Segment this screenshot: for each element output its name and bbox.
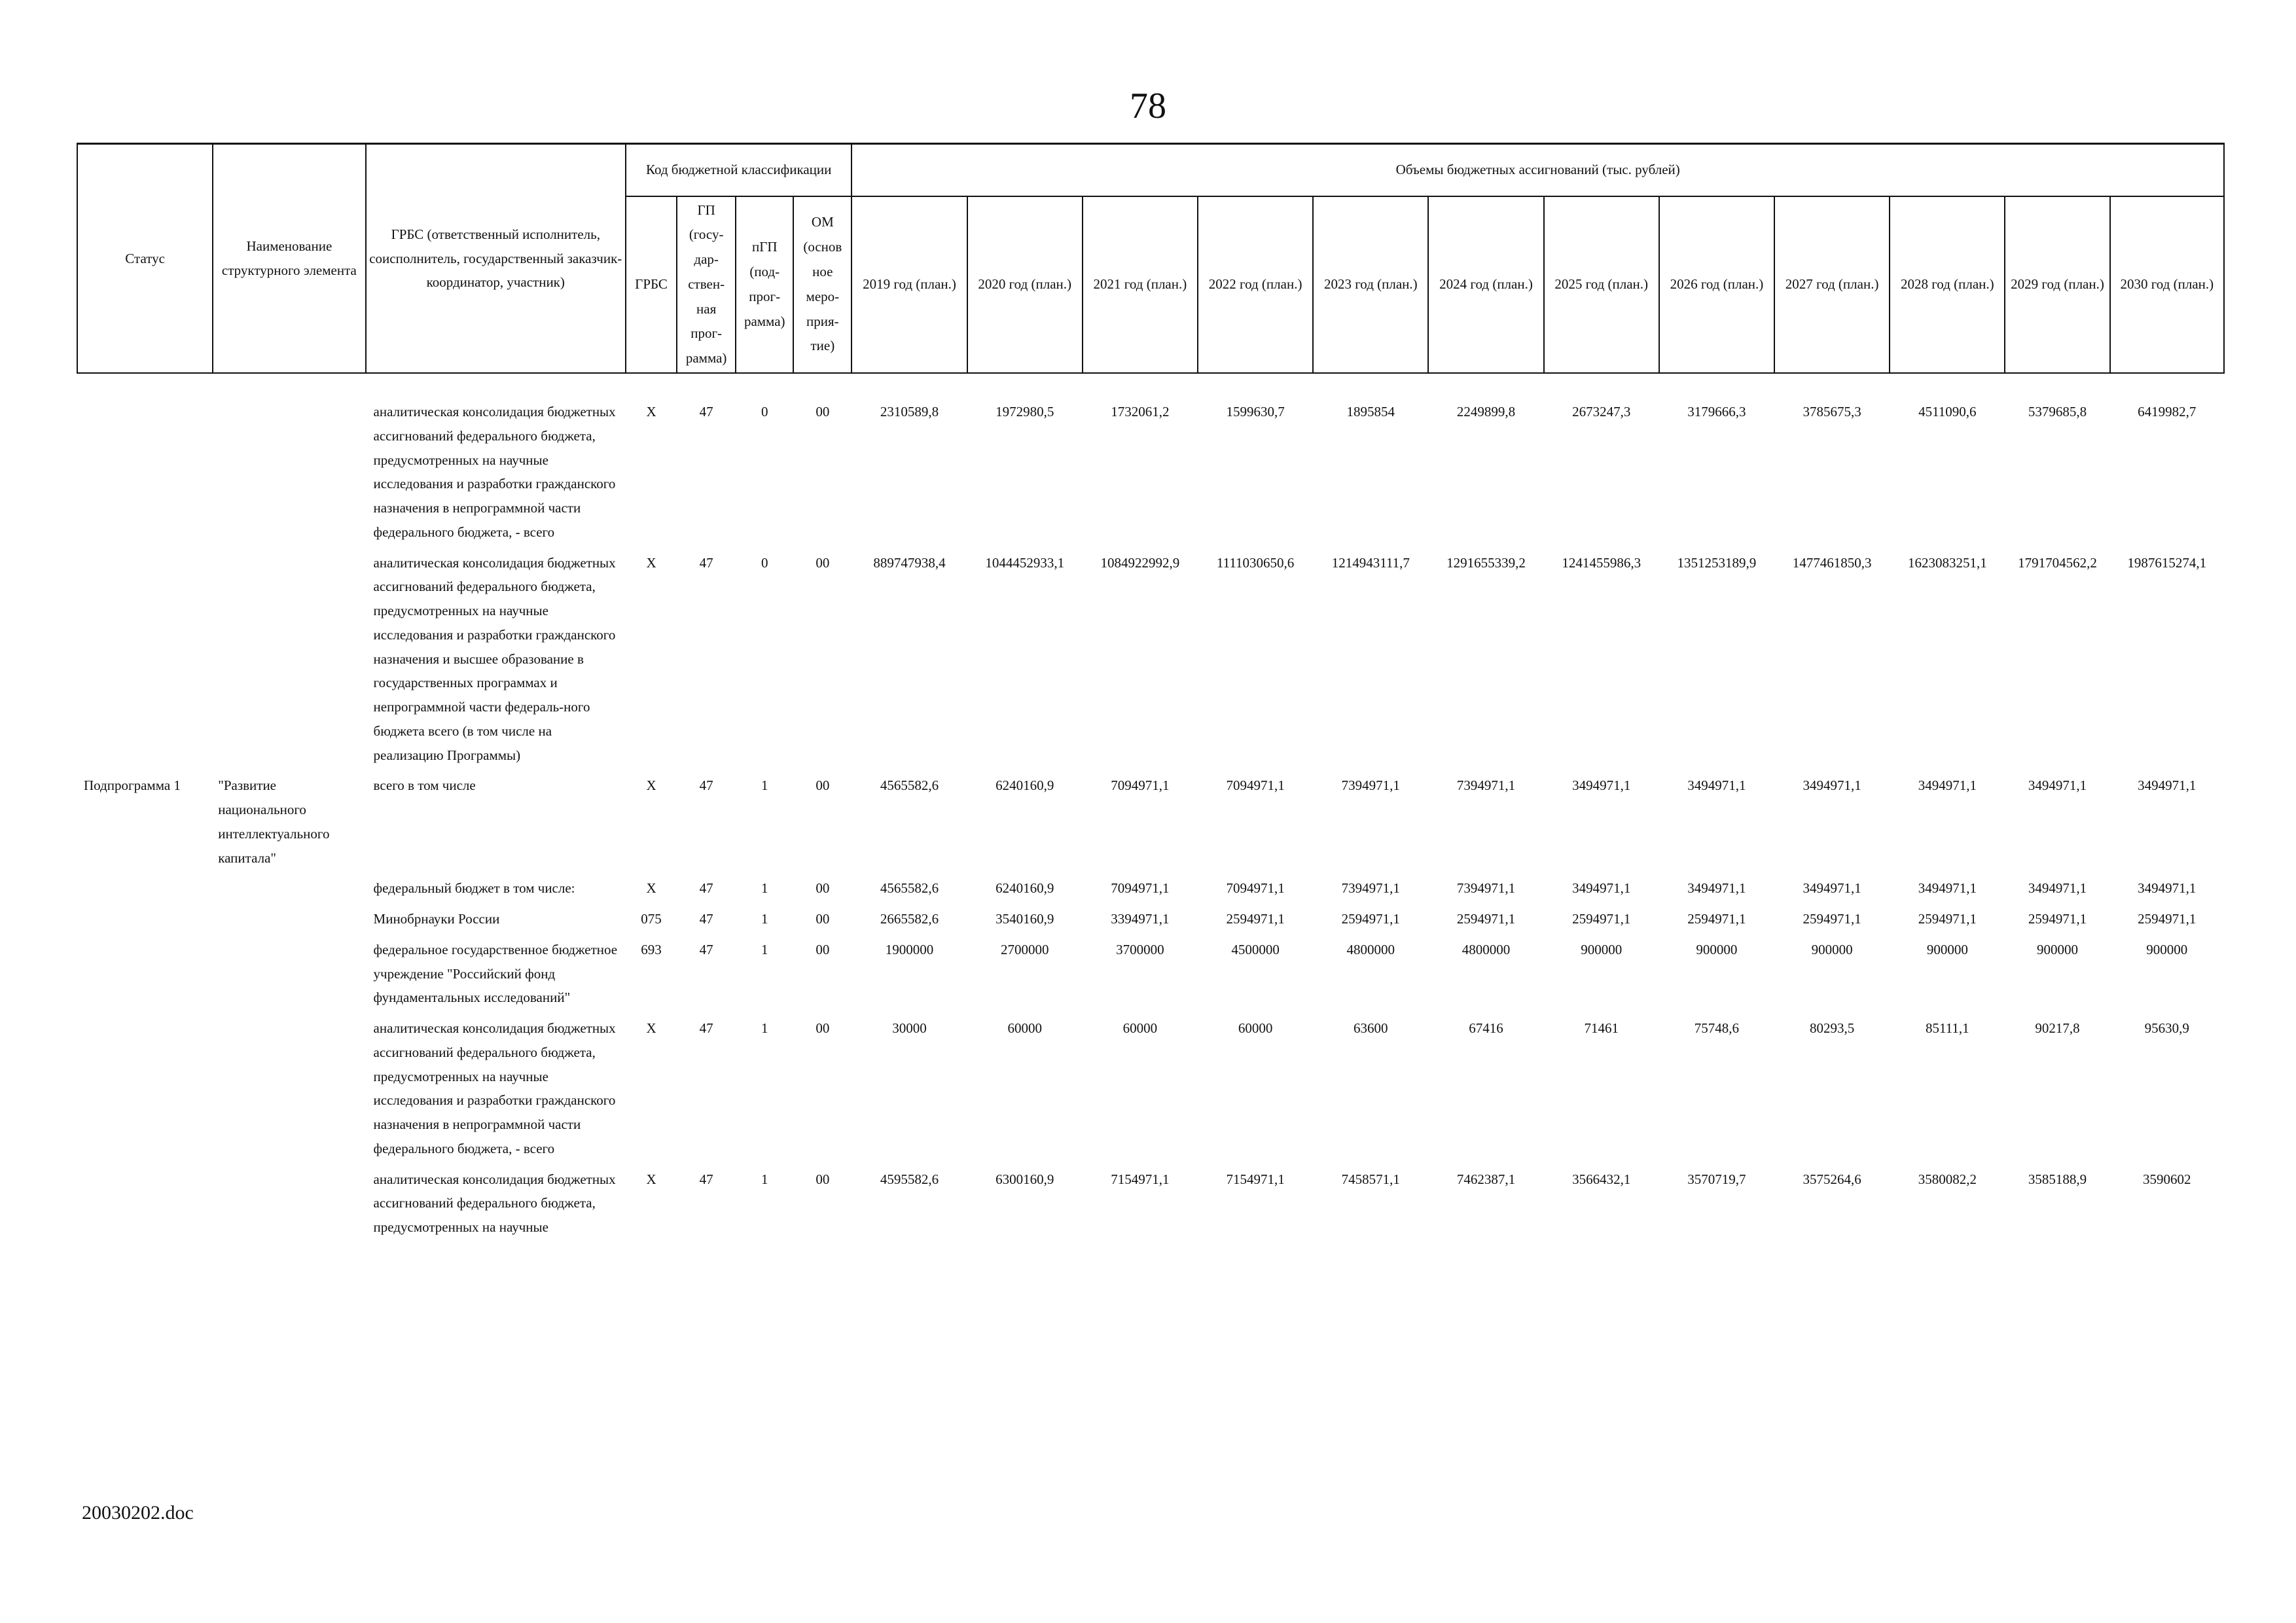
gp-code-cell: 47 — [699, 911, 713, 927]
table-header — [77, 144, 2224, 374]
grbs-code-cell: X — [646, 880, 656, 897]
amount-cell: 4565582,6 — [880, 777, 939, 794]
grbs-name-cell: федеральный бюджет в том числе: — [373, 880, 575, 897]
grbs-name-cell: всего в том числе — [373, 777, 476, 794]
amount-cell: 1791704562,2 — [2018, 554, 2097, 571]
structural-element-cell: "Развитие национального интеллектуального капитала" — [218, 777, 330, 866]
amount-cell: 3494971,1 — [1918, 880, 1977, 897]
header-year-2028: 2028 год (план.) — [1890, 196, 2005, 374]
amount-cell: 2673247,3 — [1572, 404, 1631, 420]
amount-cell: 3494971,1 — [2028, 777, 2087, 794]
amount-cell: 4595582,6 — [880, 1171, 939, 1187]
amount-cell: 75748,6 — [1694, 1020, 1740, 1037]
amount-cell: 3494971,1 — [2028, 880, 2087, 897]
amount-cell: 900000 — [1581, 941, 1623, 957]
grbs-name-cell: аналитическая консолидация бюджетных ассигнований федерального бюджета, предусмотренных на научные исследования и разработки гражданского назначения и высшее образование в государственных программах и непрограммной части федераль-ного бюджета всего (в том числе на реализацию Программы) — [373, 554, 616, 763]
table-row — [77, 1016, 2224, 1168]
amount-cell: 3580082,2 — [1918, 1171, 1977, 1187]
amount-cell: 7394971,1 — [1456, 880, 1516, 897]
amount-cell: 60000 — [1238, 1020, 1273, 1037]
amount-cell: 2594971,1 — [2138, 911, 2197, 927]
grbs-code-cell: X — [646, 554, 656, 571]
structural-element-cell — [213, 876, 365, 907]
amount-cell: 900000 — [1811, 941, 1853, 957]
amount-cell: 7458571,1 — [1341, 1171, 1400, 1187]
amount-cell: 1987615274,1 — [2127, 554, 2207, 571]
table-row — [77, 1168, 2224, 1246]
amount-cell: 4800000 — [1346, 941, 1395, 957]
pgp-code-cell: 1 — [761, 941, 768, 957]
gp-code-cell: 47 — [699, 1020, 713, 1037]
om-code-cell: 00 — [816, 777, 830, 794]
amount-cell: 3494971,1 — [1572, 777, 1631, 794]
grbs-name-cell: аналитическая консолидация бюджетных ассигнований федерального бюджета, предусмотренных на научные исследования и разработки гражданского назначения в непрограммной части федерального бюджета, - всего — [373, 404, 616, 540]
amount-cell: 3785675,3 — [1803, 404, 1861, 420]
amount-cell: 3494971,1 — [1687, 777, 1746, 794]
grbs-code-cell: X — [646, 777, 656, 794]
header-gp: ГП (госу-дар-ствен-ная прог-рамма) — [677, 196, 736, 374]
grbs-code-cell: X — [646, 1020, 656, 1037]
amount-cell: 3494971,1 — [1803, 777, 1861, 794]
amount-cell: 1972980,5 — [996, 404, 1054, 420]
structural-element-cell — [213, 373, 365, 551]
amount-cell: 3570719,7 — [1687, 1171, 1746, 1187]
amount-cell: 3585188,9 — [2028, 1171, 2087, 1187]
amount-cell: 90217,8 — [2035, 1020, 2080, 1037]
status-cell — [77, 373, 213, 551]
amount-cell: 3575264,6 — [1803, 1171, 1861, 1187]
om-code-cell: 00 — [816, 1020, 830, 1037]
amount-cell: 63600 — [1354, 1020, 1388, 1037]
amount-cell: 3494971,1 — [1572, 880, 1631, 897]
header-grbs-description: ГРБС (ответственный исполнитель, соисполнитель, государственный заказчик-координатор, участник) — [366, 144, 626, 374]
header-year-2021: 2021 год (план.) — [1083, 196, 1198, 374]
header-grbs: ГРБС — [626, 196, 677, 374]
gp-code-cell: 47 — [699, 941, 713, 957]
amount-cell: 3540160,9 — [996, 911, 1054, 927]
header-budget-code-group: Код бюджетной классификации — [626, 144, 852, 196]
header-status: Статус — [77, 144, 213, 374]
amount-cell: 3494971,1 — [1687, 880, 1746, 897]
amount-cell: 30000 — [892, 1020, 927, 1037]
amount-cell: 1900000 — [885, 941, 934, 957]
amount-cell: 5379685,8 — [2028, 404, 2087, 420]
amount-cell: 4500000 — [1231, 941, 1280, 957]
status-cell — [77, 907, 213, 938]
amount-cell: 2249899,8 — [1456, 404, 1516, 420]
amount-cell: 2594971,1 — [1803, 911, 1861, 927]
header-year-2025: 2025 год (план.) — [1544, 196, 1659, 374]
amount-cell: 60000 — [1122, 1020, 1158, 1037]
amount-cell: 1599630,7 — [1226, 404, 1285, 420]
pgp-code-cell: 0 — [761, 404, 768, 420]
amount-cell: 6240160,9 — [996, 880, 1054, 897]
amount-cell: 7462387,1 — [1456, 1171, 1516, 1187]
amount-cell: 7154971,1 — [1226, 1171, 1285, 1187]
amount-cell: 3494971,1 — [1803, 880, 1861, 897]
amount-cell: 7394971,1 — [1341, 880, 1400, 897]
amount-cell: 7094971,1 — [1111, 777, 1170, 794]
om-code-cell: 00 — [816, 404, 830, 420]
amount-cell: 80293,5 — [1809, 1020, 1855, 1037]
gp-code-cell: 47 — [699, 404, 713, 420]
amount-cell: 2594971,1 — [1456, 911, 1516, 927]
amount-cell: 4800000 — [1462, 941, 1511, 957]
amount-cell: 1291655339,2 — [1446, 554, 1526, 571]
amount-cell: 1477461850,3 — [1792, 554, 1872, 571]
amount-cell: 3179666,3 — [1687, 404, 1746, 420]
amount-cell: 1351253189,9 — [1677, 554, 1757, 571]
header-year-2023: 2023 год (план.) — [1313, 196, 1428, 374]
footer-filename: 20030202.doc — [82, 1502, 194, 1524]
amount-cell: 1895854 — [1346, 404, 1395, 420]
header-year-2019: 2019 год (план.) — [852, 196, 967, 374]
status-cell — [77, 1168, 213, 1246]
pgp-code-cell: 0 — [761, 554, 768, 571]
grbs-code-cell: 075 — [641, 911, 662, 927]
structural-element-cell — [213, 1016, 365, 1168]
grbs-code-cell: X — [646, 404, 656, 420]
pgp-code-cell: 1 — [761, 880, 768, 897]
amount-cell: 3566432,1 — [1572, 1171, 1631, 1187]
header-year-2030: 2030 год (план.) — [2110, 196, 2224, 374]
header-year-2024: 2024 год (план.) — [1428, 196, 1543, 374]
header-budget-volumes-group: Объемы бюджетных ассигнований (тыс. рублей) — [852, 144, 2224, 196]
header-year-2029: 2029 год (план.) — [2005, 196, 2109, 374]
status-cell — [77, 1016, 213, 1168]
header-year-2027: 2027 год (план.) — [1774, 196, 1890, 374]
table-row — [77, 774, 2224, 876]
amount-cell: 3590602 — [2143, 1171, 2191, 1187]
amount-cell: 900000 — [1926, 941, 1968, 957]
pgp-code-cell: 1 — [761, 1020, 768, 1037]
amount-cell: 4565582,6 — [880, 880, 939, 897]
amount-cell: 900000 — [2037, 941, 2079, 957]
header-year-2020: 2020 год (план.) — [967, 196, 1083, 374]
amount-cell: 2700000 — [1000, 941, 1049, 957]
gp-code-cell: 47 — [699, 554, 713, 571]
amount-cell: 7094971,1 — [1111, 880, 1170, 897]
amount-cell: 1623083251,1 — [1907, 554, 1987, 571]
grbs-name-cell: Минобрнауки России — [373, 911, 500, 927]
structural-element-cell — [213, 1168, 365, 1246]
amount-cell: 71461 — [1584, 1020, 1619, 1037]
table-row — [77, 938, 2224, 1016]
grbs-name-cell: аналитическая консолидация бюджетных ассигнований федерального бюджета, предусмотренных на научные — [373, 1171, 616, 1236]
header-year-2022: 2022 год (план.) — [1198, 196, 1313, 374]
structural-element-cell — [213, 938, 365, 1016]
amount-cell: 60000 — [1007, 1020, 1042, 1037]
status-cell — [77, 938, 213, 1016]
amount-cell: 3494971,1 — [1918, 777, 1977, 794]
header-om: ОМ (основ ное меро-прия-тие) — [793, 196, 852, 374]
amount-cell: 1111030650,6 — [1216, 554, 1295, 571]
pgp-code-cell: 1 — [761, 777, 768, 794]
structural-element-cell — [213, 907, 365, 938]
amount-cell: 6240160,9 — [996, 777, 1054, 794]
gp-code-cell: 47 — [699, 880, 713, 897]
status-cell: Подпрограмма 1 — [84, 777, 181, 794]
om-code-cell: 00 — [816, 880, 830, 897]
table-row — [77, 876, 2224, 907]
budget-table — [77, 143, 2225, 1246]
amount-cell: 1214943111,7 — [1331, 554, 1410, 571]
gp-code-cell: 47 — [699, 1171, 713, 1187]
pgp-code-cell: 1 — [761, 911, 768, 927]
amount-cell: 4511090,6 — [1918, 404, 1977, 420]
amount-cell: 2594971,1 — [2028, 911, 2087, 927]
grbs-name-cell: аналитическая консолидация бюджетных ассигнований федерального бюджета, предусмотренных на научные исследования и разработки гражданского назначения в непрограммной части федерального бюджета, - всего — [373, 1020, 616, 1156]
amount-cell: 7094971,1 — [1226, 777, 1285, 794]
header-year-2026: 2026 год (план.) — [1659, 196, 1774, 374]
amount-cell: 900000 — [2146, 941, 2188, 957]
gp-code-cell: 47 — [699, 777, 713, 794]
amount-cell: 2594971,1 — [1918, 911, 1977, 927]
amount-cell: 95630,9 — [2144, 1020, 2189, 1037]
amount-cell: 2594971,1 — [1687, 911, 1746, 927]
amount-cell: 1084922992,9 — [1100, 554, 1180, 571]
status-cell — [77, 551, 213, 774]
amount-cell: 1044452933,1 — [985, 554, 1065, 571]
amount-cell: 900000 — [1696, 941, 1738, 957]
amount-cell: 3700000 — [1116, 941, 1164, 957]
amount-cell: 1732061,2 — [1111, 404, 1170, 420]
amount-cell: 1241455986,3 — [1562, 554, 1641, 571]
amount-cell: 2594971,1 — [1572, 911, 1631, 927]
amount-cell: 2594971,1 — [1226, 911, 1285, 927]
structural-element-cell — [213, 551, 365, 774]
grbs-code-cell: 693 — [641, 941, 662, 957]
om-code-cell: 00 — [816, 1171, 830, 1187]
amount-cell: 3494971,1 — [2138, 880, 2197, 897]
table-row — [77, 907, 2224, 938]
pgp-code-cell: 1 — [761, 1171, 768, 1187]
header-structural-element: Наименование структурного элемента — [213, 144, 365, 374]
amount-cell: 7094971,1 — [1226, 880, 1285, 897]
amount-cell: 7154971,1 — [1111, 1171, 1170, 1187]
om-code-cell: 00 — [816, 941, 830, 957]
amount-cell: 7394971,1 — [1341, 777, 1400, 794]
amount-cell: 2310589,8 — [880, 404, 939, 420]
om-code-cell: 00 — [816, 554, 830, 571]
om-code-cell: 00 — [816, 911, 830, 927]
amount-cell: 2665582,6 — [880, 911, 939, 927]
table-row — [77, 373, 2224, 551]
amount-cell: 67416 — [1469, 1020, 1503, 1037]
amount-cell: 6419982,7 — [2138, 404, 2197, 420]
grbs-name-cell: федеральное государственное бюджетное учреждение "Российский фонд фундаментальных исследований" — [373, 941, 618, 1006]
amount-cell: 3494971,1 — [2138, 777, 2197, 794]
amount-cell: 2594971,1 — [1341, 911, 1400, 927]
amount-cell: 85111,1 — [1925, 1020, 1969, 1037]
table-row — [77, 551, 2224, 774]
header-pgp: пГП (под-прог-рамма) — [736, 196, 793, 374]
table-body — [77, 373, 2224, 1246]
amount-cell: 6300160,9 — [996, 1171, 1054, 1187]
status-cell — [77, 876, 213, 907]
page-number: 78 — [1130, 86, 1166, 126]
amount-cell: 889747938,4 — [873, 554, 946, 571]
amount-cell: 7394971,1 — [1456, 777, 1516, 794]
amount-cell: 3394971,1 — [1111, 911, 1170, 927]
grbs-code-cell: X — [646, 1171, 656, 1187]
